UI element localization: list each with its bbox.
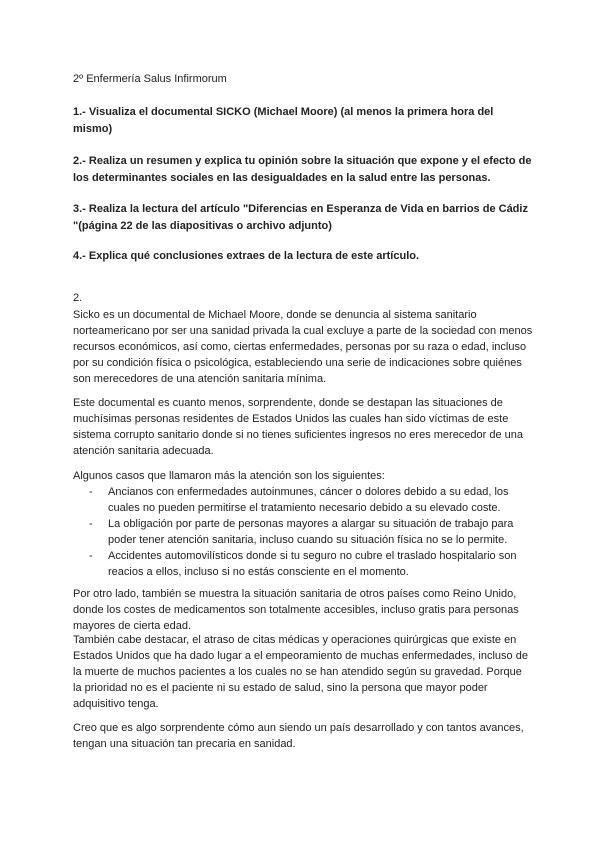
answer-paragraph-1: Sicko es un documental de Michael Moore, donde se denuncia al sistema sanitario norteamericano por ser una sanidad privada la cual excluye a parte de la sociedad con menos recursos económicos, así como, ciertas enfermedades, personas por su raza o edad, incluso por su condición física o psicológica, estableciendo una serie de indicaciones sobre quiénes son merecedores de una atención sanitaria mínima. — [73, 309, 533, 385]
list-item-text: La obligación por parte de personas mayores a alargar su situación de trabajo para poder tener atención sanitaria, incluso cuando su situación física no se lo permite. — [108, 518, 514, 546]
list-item-text: Accidentes automovilísticos donde si tu seguro no cubre el traslado hospitalario son reacios a ellos, incluso si no estás consciente en el momento. — [108, 550, 517, 578]
list-item-text: Ancianos con enfermedades autoinmunes, cáncer o dolores debido a su edad, los cuales no pueden permitirse el tratamiento necesario debido a su elevado coste. — [108, 486, 509, 514]
answer-paragraph-5: También cabe destacar, el atraso de citas médicas y operaciones quirúrgicas que existe en Estados Unidos que ha dado lugar a el empeoramiento de muchas enfermedades, incluso de la muerte de muchos pacientes a los cuales no se han atendido según su gravedad. Porque la prioridad no es el paciente ni su estado de salud, sino la persona que mayor poder adquisitivo tenga. — [73, 634, 528, 710]
bullet-marker: - — [89, 550, 93, 562]
answer-number: 2. — [73, 292, 83, 304]
list-item — [73, 516, 533, 548]
bullet-marker: - — [89, 486, 93, 498]
question-1: 1.- Visualiza el documental SICKO (Michael Moore) (al menos la primera hora del mismo) — [73, 106, 494, 135]
list-item — [73, 548, 533, 580]
question-3: 3.- Realiza la lectura del artículo "Diferencias en Esperanza de Vida en barrios de Cádiz "(página 22 de las diapositivas o archivo adjunto) — [73, 203, 528, 232]
bullet-marker: - — [89, 518, 93, 530]
answer-paragraph-3-intro: Algunos casos que llamaron más la atención son los siguientes: — [73, 470, 385, 482]
answer-paragraph-6: Creo que es algo sorprendente cómo aun siendo un país desarrollado y con tantos avances, tengan una situación tan precaria en sanidad. — [73, 722, 524, 750]
answer-paragraph-4: Por otro lado, también se muestra la situación sanitaria de otros países como Reino Unido, donde los costes de medicamentos son totalmente accesibles, incluso gratis para personas mayores de cierta edad. — [73, 588, 519, 632]
cases-list — [73, 484, 533, 580]
course-title: 2º Enfermería Salus Infirmorum — [73, 73, 227, 85]
answer-paragraph-2: Este documental es cuanto menos, sorprendente, donde se destapan las situaciones de muchísimas personas residentes de Estados Unidos las cuales han sido víctimas de este sistema corrupto sanitario donde si no tienes suficientes ingresos no eres merecedor de una atención sanitaria adecuada. — [73, 397, 524, 457]
list-item — [73, 484, 533, 516]
question-2: 2.- Realiza un resumen y explica tu opinión sobre la situación que expone y el efecto de los determinantes sociales en las desigualdades en la salud entre las personas. — [73, 155, 532, 184]
question-4: 4.- Explica qué conclusiones extraes de la lectura de este artículo. — [73, 250, 420, 262]
